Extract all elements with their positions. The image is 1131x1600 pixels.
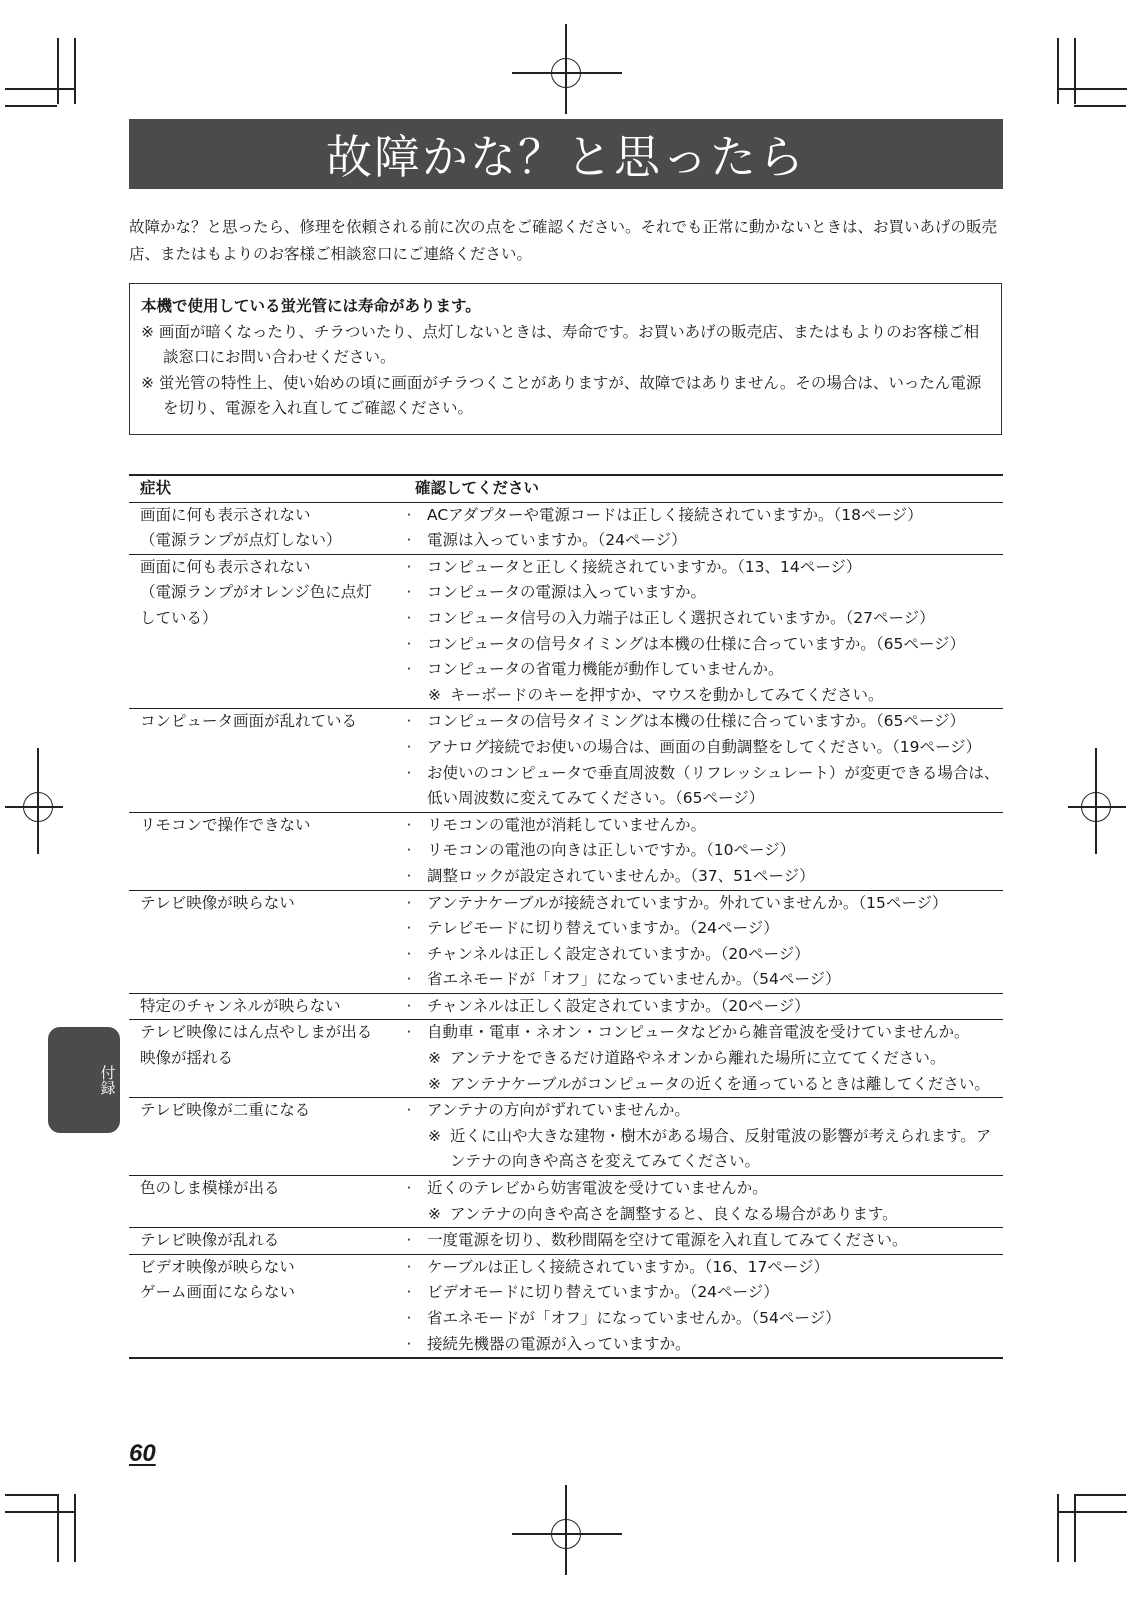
- page-title: 故障かな？と思ったら: [326, 130, 806, 184]
- check-note: [404, 1124, 1003, 1175]
- check-item: [404, 1020, 1003, 1046]
- bullet-icon: [404, 1020, 427, 1046]
- check-text: コンピュータの省電力機能が動作していませんか。: [427, 660, 784, 679]
- check-text: 調整ロックが設定されていませんか。（37、51ページ）: [427, 866, 815, 885]
- bullet-icon: [404, 891, 427, 917]
- check-item: [404, 1280, 1003, 1306]
- table-header-row: [129, 475, 1003, 502]
- bullet-icon: [404, 761, 427, 787]
- bullet-icon: [404, 709, 427, 735]
- bullet-icon: [404, 555, 427, 581]
- header-symptom: 症状: [129, 475, 404, 502]
- check-text: チャンネルは正しく設定されていますか。（20ページ）: [427, 944, 810, 963]
- bullet-icon: [404, 1306, 427, 1332]
- notice-item: ※ 蛍光管の特性上、使い始めの頃に画面がチラつくことがありますが、故障ではありません。その場合は、いったん電源を切り、電源を入れ直してご確認ください。: [141, 373, 982, 417]
- check-item: [404, 994, 1003, 1020]
- bullet-icon: [404, 606, 427, 632]
- check-text: ビデオモードに切り替えていますか。（24ページ）: [427, 1283, 779, 1302]
- symptom-line: （電源ランプがオレンジ色に点灯: [140, 583, 372, 602]
- checks-cell: [404, 1098, 1003, 1176]
- check-text: アンテナケーブルが接続されていますか。外れていませんか。（15ページ）: [427, 893, 948, 912]
- check-item: [404, 528, 1003, 554]
- check-note: [404, 683, 1003, 709]
- checks-cell: [404, 890, 1003, 993]
- table-row: [129, 709, 1003, 812]
- symptom-line: 画面に何も表示されない: [140, 557, 311, 576]
- symptom-line: している）: [140, 608, 218, 627]
- symptom-cell: [129, 993, 404, 1020]
- checks-cell: [404, 1228, 1003, 1255]
- checks-cell: [404, 812, 1003, 890]
- check-item: [404, 1098, 1003, 1124]
- check-text: 接続先機器の電源が入っていますか。: [427, 1334, 691, 1353]
- check-text: 省エネモードが「オフ」になっていませんか。（54ページ）: [427, 1309, 841, 1327]
- symptom-cell: [129, 1020, 404, 1098]
- bullet-icon: [404, 1255, 427, 1281]
- table-row: [129, 993, 1003, 1020]
- bullet-icon: [404, 735, 427, 761]
- table-row: [129, 812, 1003, 890]
- check-item: [404, 967, 1003, 993]
- bullet-icon: [404, 580, 427, 606]
- check-text: お使いのコンピュータで垂直周波数（リフレッシュレート）が変更できる場合は、低い周波数に変えてみてください。（65ページ）: [427, 763, 1000, 808]
- checks-cell: [404, 1254, 1003, 1358]
- checks-cell: [404, 993, 1003, 1020]
- check-item: [404, 864, 1003, 890]
- check-item: [404, 657, 1003, 683]
- check-item: [404, 735, 1003, 761]
- check-item: [404, 1228, 1003, 1254]
- symptom-line: テレビ映像にはん点やしまが出る: [140, 1023, 373, 1042]
- check-item: [404, 709, 1003, 735]
- check-item: [404, 1255, 1003, 1281]
- intro-paragraph: 故障かな？と思ったら、修理を依頼される前に次の点をご確認ください。それでも正常に動かないときは、お買いあげの販売店、またはもよりのお客様ご相談窓口にご連絡ください。: [129, 218, 998, 263]
- checks-cell: [404, 1020, 1003, 1098]
- bullet-icon: [404, 632, 427, 658]
- table-row: [129, 1098, 1003, 1176]
- check-text: 省エネモードが「オフ」になっていませんか。（54ページ）: [427, 970, 841, 989]
- bullet-icon: [404, 528, 427, 554]
- symptom-cell: [129, 1254, 404, 1358]
- check-item: [404, 1176, 1003, 1202]
- symptom-line: テレビ映像が二重になる: [140, 1101, 311, 1120]
- check-text: チャンネルは正しく設定されていますか。（20ページ）: [427, 996, 810, 1015]
- notice-box: [129, 283, 1002, 435]
- check-item: [404, 916, 1003, 942]
- checks-cell: [404, 709, 1003, 812]
- check-item: [404, 580, 1003, 606]
- check-text: コンピュータの電源は入っていますか。: [427, 583, 707, 602]
- check-item: [404, 555, 1003, 581]
- bullet-icon: [404, 864, 427, 890]
- bullet-icon: [404, 1280, 427, 1306]
- check-item: [404, 1332, 1003, 1358]
- check-text: アンテナの方向がずれていませんか。: [427, 1101, 690, 1120]
- check-item: [404, 891, 1003, 917]
- symptom-cell: [129, 812, 404, 890]
- check-text: リモコンの電池が消耗していませんか。: [427, 815, 707, 834]
- symptom-line: コンピュータ画面が乱れている: [140, 712, 358, 731]
- check-item: [404, 632, 1003, 658]
- side-tab-label: 付録: [98, 1065, 117, 1095]
- check-text: コンピュータの信号タイミングは本機の仕様に合っていますか。（65ページ）: [427, 712, 966, 731]
- note-text: アンテナの向きや高さを調整すると、良くなる場合があります。: [450, 1204, 898, 1223]
- note-mark: ※: [428, 1049, 441, 1068]
- bullet-icon: [404, 994, 427, 1020]
- check-note: [404, 1202, 1003, 1228]
- symptom-cell: [129, 890, 404, 993]
- check-item: [404, 761, 1003, 812]
- bullet-icon: [404, 916, 427, 942]
- check-item: [404, 1306, 1003, 1332]
- note-text: アンテナをできるだけ道路やネオンから離れた場所に立ててください。: [450, 1049, 946, 1068]
- check-text: コンピュータの信号タイミングは本機の仕様に合っていますか。（65ページ）: [427, 634, 966, 653]
- symptom-cell: [129, 1098, 404, 1176]
- check-item: [404, 942, 1003, 968]
- bullet-icon: [404, 967, 427, 993]
- check-item: [404, 606, 1003, 632]
- bullet-icon: [404, 657, 427, 683]
- check-text: ACアダプターや電源コードは正しく接続されていますか。（18ページ）: [427, 505, 923, 524]
- bullet-icon: [404, 838, 427, 864]
- check-item: [404, 813, 1003, 839]
- note-text: 近くに山や大きな建物・樹木がある場合、反射電波の影響が考えられます。アンテナの向きや高さを変えてみてください。: [450, 1126, 992, 1171]
- symptom-cell: [129, 1176, 404, 1228]
- note-mark: ※: [428, 685, 441, 704]
- check-text: 電源は入っていますか。（24ページ）: [427, 531, 687, 550]
- bullet-icon: [404, 813, 427, 839]
- symptom-line: （電源ランプが点灯しない）: [140, 531, 342, 550]
- note-mark: ※: [428, 1074, 441, 1093]
- symptom-cell: [129, 554, 404, 709]
- page-number: 60: [129, 1440, 156, 1467]
- troubleshooting-table: [129, 474, 1003, 1359]
- bullet-icon: [404, 1228, 427, 1254]
- table-row: [129, 1176, 1003, 1228]
- bullet-icon: [404, 1176, 427, 1202]
- checks-cell: [404, 554, 1003, 709]
- symptom-line: ビデオ映像が映らない: [140, 1257, 295, 1276]
- check-item: [404, 838, 1003, 864]
- bullet-icon: [404, 1332, 427, 1358]
- symptom-line: 画面に何も表示されない: [140, 505, 311, 524]
- bullet-icon: [404, 942, 427, 968]
- note-mark: ※: [428, 1204, 441, 1223]
- bullet-icon: [404, 1098, 427, 1124]
- header-checks: 確認してください: [404, 475, 1003, 502]
- symptom-cell: [129, 502, 404, 554]
- check-text: リモコンの電池の向きは正しいですか。（10ページ）: [427, 841, 796, 860]
- check-item: [404, 503, 1003, 529]
- check-text: コンピュータ信号の入力端子は正しく選択されていますか。（27ページ）: [427, 608, 935, 627]
- table-body: [129, 502, 1003, 1358]
- symptom-cell: [129, 1228, 404, 1255]
- check-text: ケーブルは正しく接続されていますか。（16、17ページ）: [427, 1257, 829, 1276]
- check-text: コンピュータと正しく接続されていますか。（13、14ページ）: [427, 557, 862, 576]
- note-text: キーボードのキーを押すか、マウスを動かしてみてください。: [450, 685, 884, 704]
- check-note: [404, 1072, 1003, 1098]
- checks-cell: [404, 1176, 1003, 1228]
- checks-cell: [404, 502, 1003, 554]
- symptom-line: リモコンで操作できない: [140, 815, 311, 834]
- symptom-line: 映像が揺れる: [140, 1049, 234, 1068]
- check-note: [404, 1046, 1003, 1072]
- check-text: テレビモードに切り替えていますか。（24ページ）: [427, 919, 779, 938]
- table-row: [129, 1228, 1003, 1255]
- notice-item: ※ 画面が暗くなったり、チラついたり、点灯しないときは、寿命です。お買いあげの販売店、またはもよりのお客様ご相談窓口にお問い合わせください。: [141, 322, 980, 366]
- note-mark: ※: [428, 1126, 441, 1145]
- symptom-line: テレビ映像が乱れる: [140, 1231, 280, 1250]
- check-text: アナログ接続でお使いの場合は、画面の自動調整をしてください。（19ページ）: [427, 737, 982, 756]
- note-text: アンテナケーブルがコンピュータの近くを通っているときは離してください。: [450, 1074, 990, 1093]
- symptom-line: テレビ映像が映らない: [140, 893, 295, 912]
- table-row: [129, 890, 1003, 993]
- check-text: 自動車・電車・ネオン・コンピュータなどから雑音電波を受けていませんか。: [427, 1023, 970, 1042]
- check-text: 一度電源を切り、数秒間隔を空けて電源を入れ直してみてください。: [427, 1231, 908, 1250]
- notice-title: 本機で使用している蛍光管には寿命があります。: [141, 297, 481, 315]
- bullet-icon: [404, 503, 427, 529]
- check-text: 近くのテレビから妨害電波を受けていませんか。: [427, 1179, 768, 1198]
- table-row: [129, 1020, 1003, 1098]
- page-title-bar: [129, 119, 1003, 189]
- symptom-cell: [129, 709, 404, 812]
- symptom-line: ゲーム画面にならない: [140, 1283, 296, 1302]
- appendix-side-tab: [48, 1027, 120, 1133]
- symptom-line: 色のしま模様が出る: [140, 1179, 280, 1198]
- table-row: [129, 1254, 1003, 1358]
- table-row: [129, 554, 1003, 709]
- table-row: [129, 502, 1003, 554]
- symptom-line: 特定のチャンネルが映らない: [140, 996, 341, 1015]
